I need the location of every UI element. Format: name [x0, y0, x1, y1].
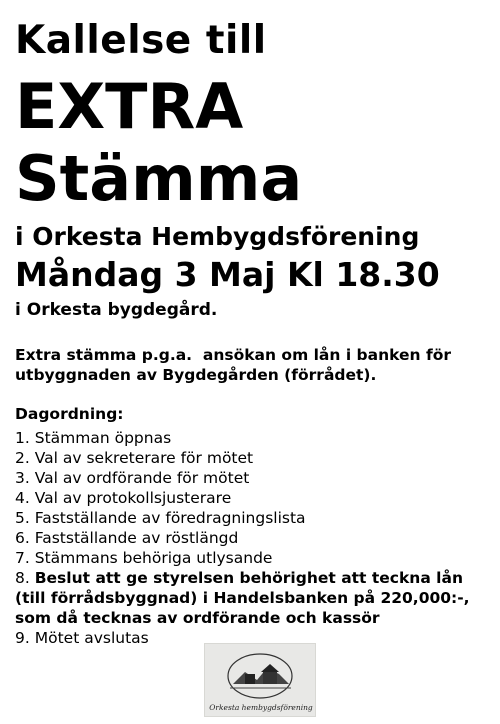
agenda-item-text: Stämman öppnas — [34, 429, 172, 447]
intro-paragraph — [15, 345, 495, 385]
agenda-item-number: 4. — [15, 489, 30, 507]
logo-caption: Orkesta hembygdsförening — [209, 703, 313, 712]
association-logo — [204, 643, 316, 717]
agenda-item — [15, 508, 495, 528]
notice-heading-stamma: Stämma — [15, 142, 303, 215]
notice-heading-extra: EXTRA — [15, 70, 244, 143]
agenda-item-number: 3. — [15, 469, 30, 487]
agenda-item — [15, 468, 495, 488]
agenda-item-text-bold: Beslut att ge styrelsen behörighet att teckna lån — [34, 569, 463, 587]
agenda-item-text: Fastställande av föredragningslista — [34, 509, 306, 527]
intro-line-2: utbyggnaden av Bygdegården (förrådet). — [15, 366, 377, 384]
agenda-title: Dagordning: — [15, 405, 124, 423]
agenda-item-number: 2. — [15, 449, 30, 467]
intro-line-1: Extra stämma p.g.a. ansökan om lån i banken för — [15, 346, 451, 364]
agenda-item-number: 8. — [15, 569, 30, 587]
agenda-item-text: Fastställande av röstlängd — [34, 529, 239, 547]
notice-heading-kallelse: Kallelse till — [15, 18, 267, 63]
agenda-item-decision — [15, 568, 495, 588]
agenda-item-number: 6. — [15, 529, 30, 547]
logo-drawing-icon — [205, 644, 317, 718]
agenda-item-text: Val av ordförande för mötet — [34, 469, 250, 487]
agenda-list — [15, 428, 495, 648]
agenda-item — [15, 528, 495, 548]
meeting-location: i Orkesta bygdegård. — [15, 300, 218, 320]
agenda-item-number: 9. — [15, 629, 30, 647]
agenda-item — [15, 548, 495, 568]
agenda-item-text: Val av sekreterare för mötet — [34, 449, 254, 467]
agenda-item-text: Mötet avslutas — [34, 629, 149, 647]
agenda-item-number: 5. — [15, 509, 30, 527]
agenda-item-number: 7. — [15, 549, 30, 567]
agenda-item-continuation: (till förrådsbyggnad) i Handelsbanken på 220,000:-, — [15, 589, 470, 607]
meeting-datetime: Måndag 3 Maj Kl 18.30 — [15, 255, 440, 294]
agenda-item-text: Val av protokollsjusterare — [34, 489, 232, 507]
agenda-item — [15, 448, 495, 468]
agenda-item-number: 1. — [15, 429, 30, 447]
agenda-item-text: Stämmans behöriga utlysande — [34, 549, 273, 567]
agenda-item-continuation: som då tecknas av ordförande och kassör — [15, 609, 380, 627]
association-name: i Orkesta Hembygdsförening — [15, 222, 420, 251]
agenda-item — [15, 428, 495, 448]
agenda-item — [15, 488, 495, 508]
